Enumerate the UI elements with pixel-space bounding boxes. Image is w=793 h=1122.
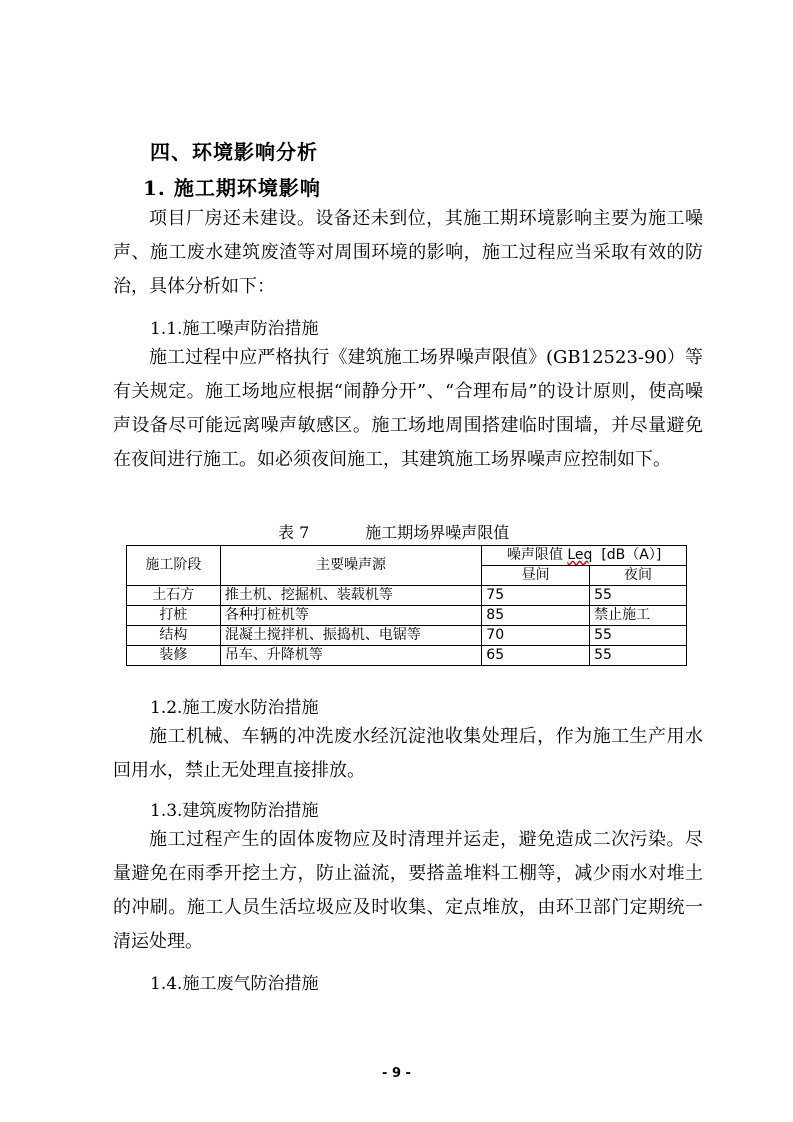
cell-night: 55 (590, 646, 687, 666)
cell-source: 各种打桩机等 (220, 606, 481, 626)
cell-day: 65 (482, 646, 590, 666)
header-limit-prefix: 噪声限值 (506, 547, 568, 563)
cell-night: 55 (590, 626, 687, 646)
table-caption (278, 520, 509, 543)
intro-paragraph: 项目厂房还未建设。设备还未到位，其施工期环境影响主要为施工噪声、施工废水建筑废渣等对周围环境的影响，施工过程应当采取有效的防治，具体分析如下： (113, 208, 703, 297)
cell-stage: 打桩 (127, 606, 221, 626)
header-day: 昼间 (482, 566, 590, 586)
cell-stage: 结构 (127, 626, 221, 646)
cell-day: 70 (482, 626, 590, 646)
header-limit (482, 546, 687, 566)
table-row (127, 606, 687, 626)
table-caption-title: 施工期场界噪声限值 (365, 523, 510, 542)
table-row (127, 646, 687, 666)
noise-limit-table (126, 545, 687, 666)
cell-day: 85 (482, 606, 590, 626)
solid-waste-measures-paragraph: 施工过程产生的固体废物应及时清理并运走，避免造成二次污染。尽量避免在雨季开挖土方，防止溢流，要搭盖堆料工棚等，减少雨水对堆土的冲刷。施工人员生活垃圾应及时收集、定点堆放，由环卫部门定期统一清运处理。 (113, 829, 703, 952)
cell-source: 吊车、升降机等 (220, 646, 481, 666)
cell-day: 75 (482, 586, 590, 606)
header-limit-leq: Leq (567, 547, 593, 563)
cell-stage: 装修 (127, 646, 221, 666)
header-stage: 施工阶段 (127, 546, 221, 586)
cell-source: 推土机、挖掘机、装载机等 (220, 586, 481, 606)
page-number: - 9 - (382, 1066, 411, 1081)
cell-source: 混凝土搅拌机、振捣机、电锯等 (220, 626, 481, 646)
header-limit-unit: [dB（A）] (592, 547, 662, 563)
section-heading: 四、环境影响分析 (150, 140, 318, 164)
header-night: 夜间 (590, 566, 687, 586)
noise-measures-title: 1.1.施工噪声防治措施 (150, 319, 319, 339)
subsection-heading: 1. 施工期环境影响 (143, 176, 321, 200)
noise-measures-paragraph: 施工过程中应严格执行《建筑施工场界噪声限值》(GB12523-90）等有关规定。施工场地应根据“闹静分开”、“合理布局”的设计原则，使高噪声设备尽可能远离噪声敏感区。施工场地周围搭建临时围墙，并尽量避免在夜间进行施工。如必须夜间施工，其建筑施工场界噪声应控制如下。 (113, 347, 703, 470)
table-caption-number: 表 7 (278, 523, 310, 542)
table-row (127, 586, 687, 606)
wastewater-measures-paragraph: 施工机械、车辆的冲洗废水经沉淀池收集处理后，作为施工生产用水回用水，禁止无处理直接排放。 (113, 726, 703, 781)
cell-stage: 土石方 (127, 586, 221, 606)
header-source: 主要噪声源 (220, 546, 481, 586)
wastewater-measures-title: 1.2.施工废水防治措施 (150, 698, 319, 718)
exhaust-measures-title: 1.4.施工废气防治措施 (150, 974, 319, 994)
cell-night: 55 (590, 586, 687, 606)
solid-waste-measures-title: 1.3.建筑废物防治措施 (150, 801, 319, 821)
table-row (127, 626, 687, 646)
cell-night: 禁止施工 (590, 606, 687, 626)
